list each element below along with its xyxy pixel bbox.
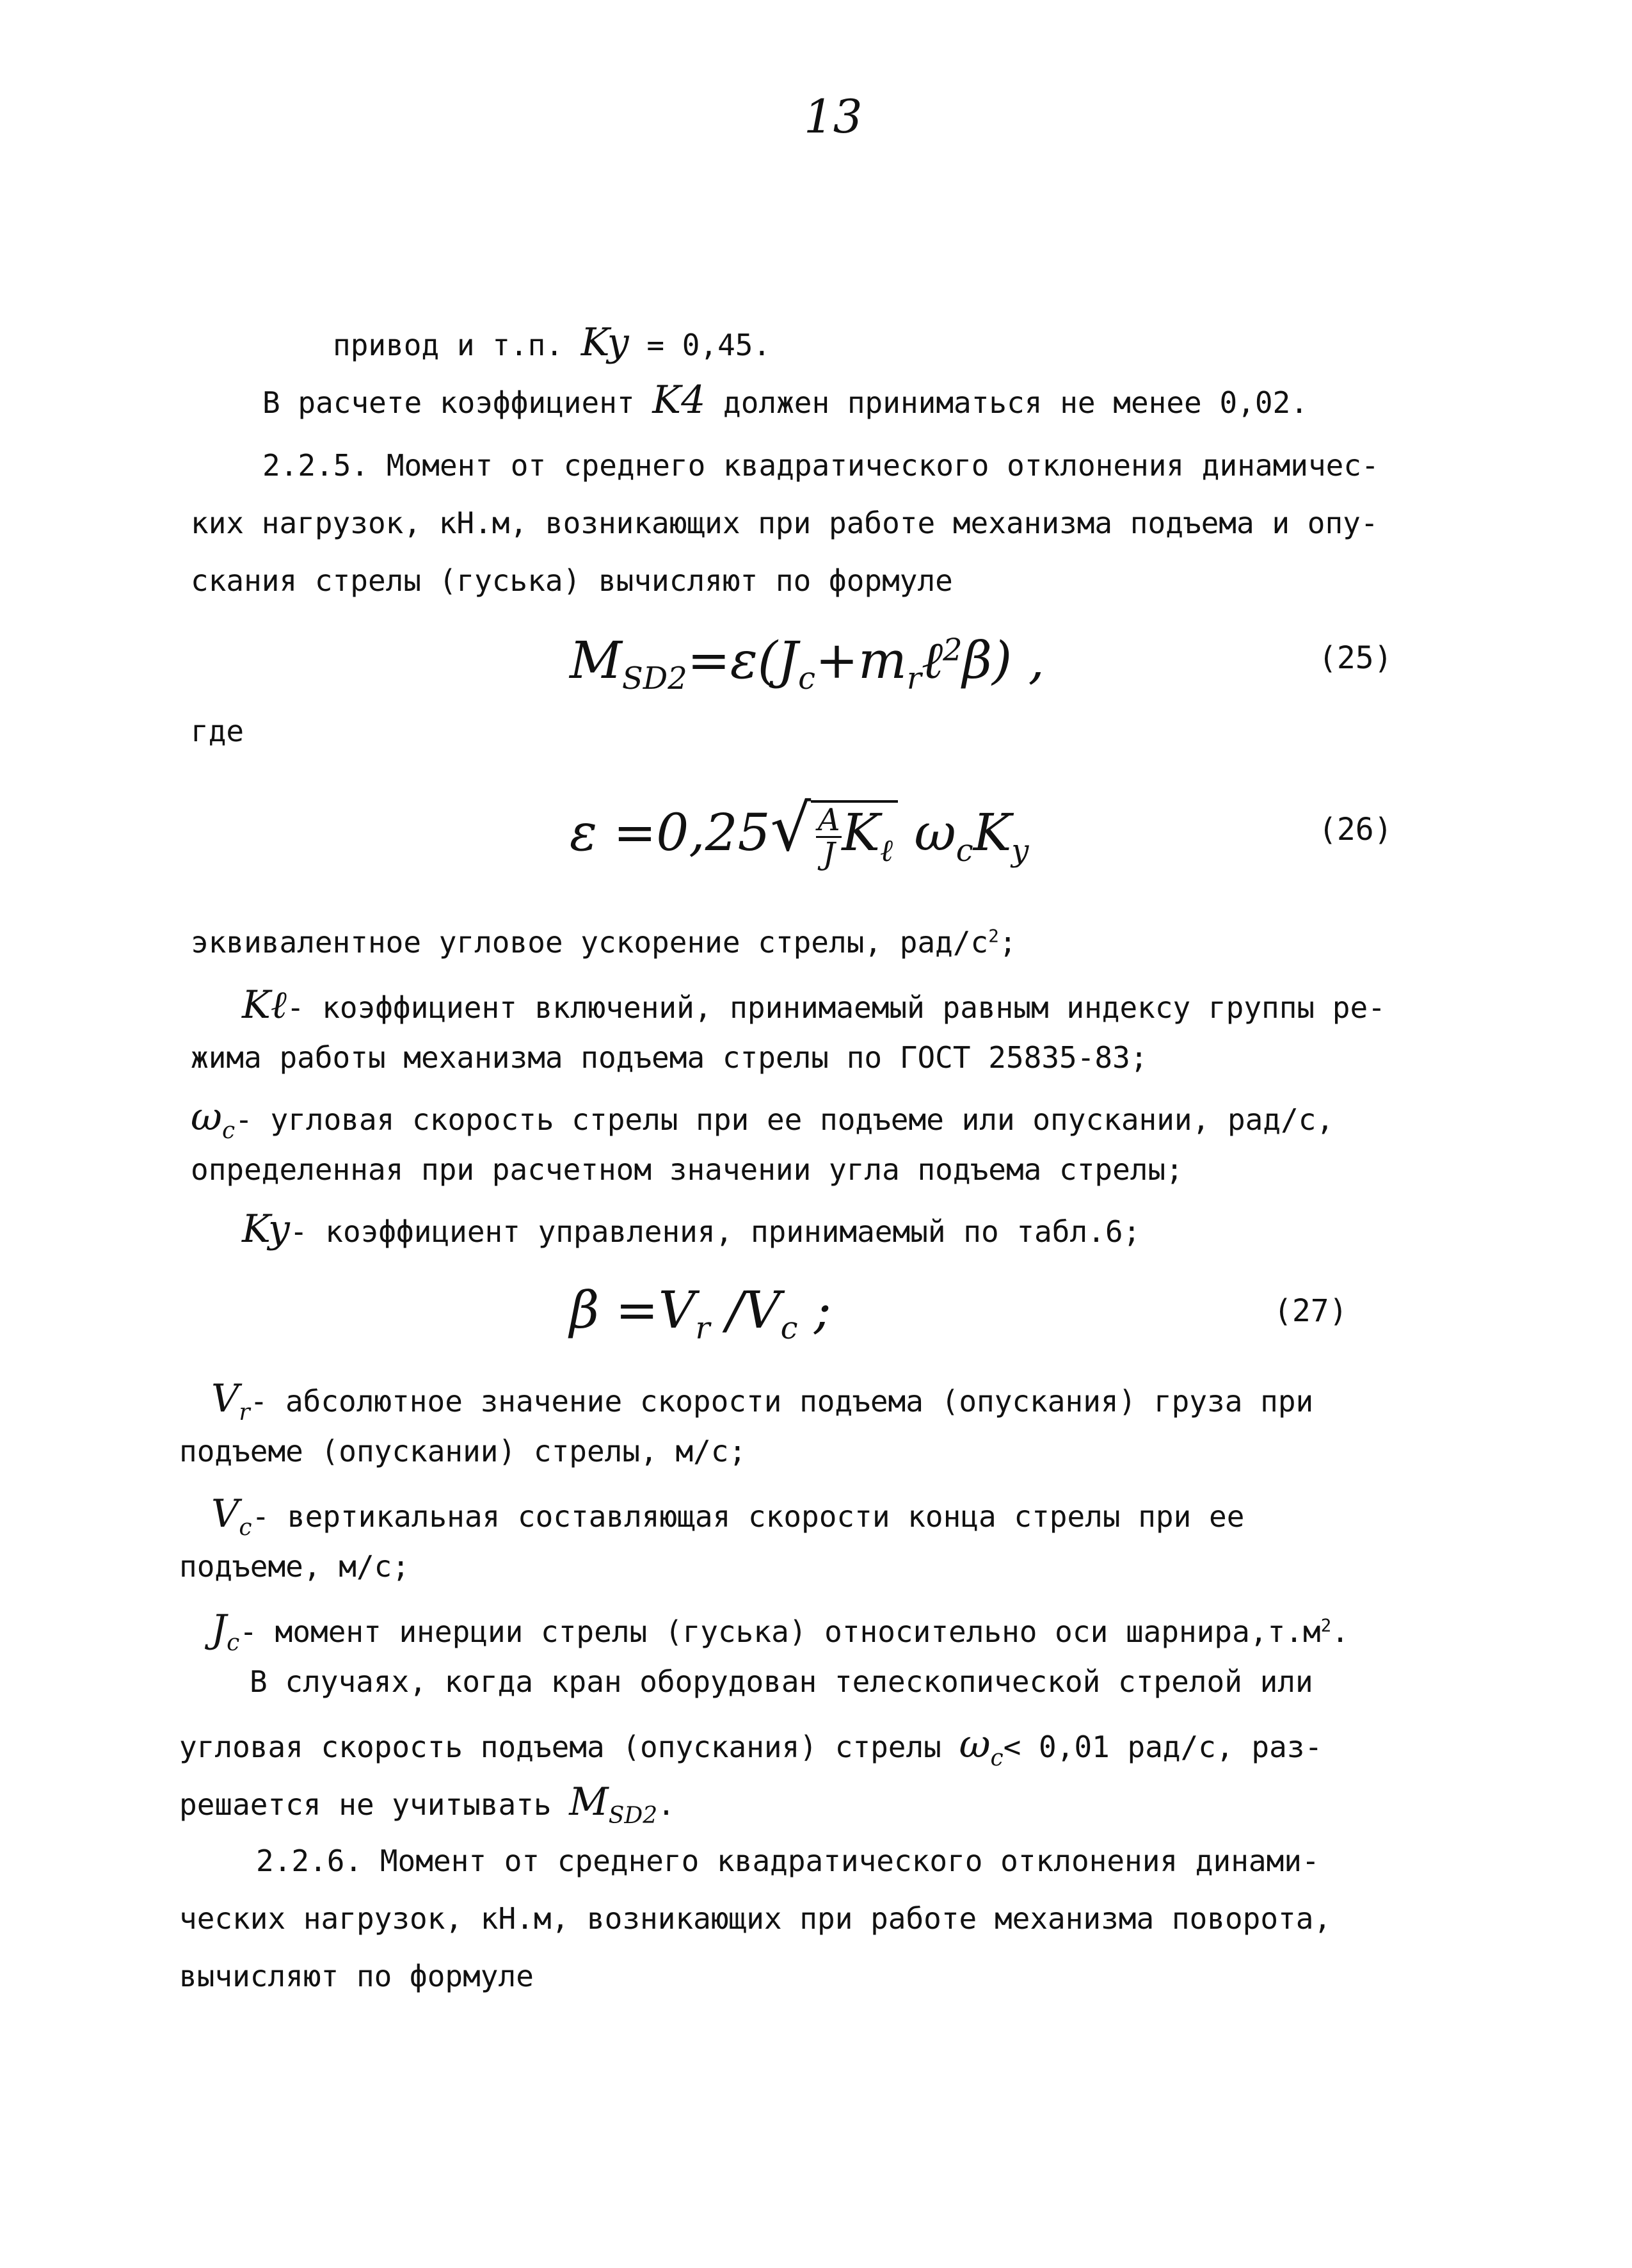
intro-line-2: В расчете коэффициент K4 должен приниматься не менее 0,02.	[262, 378, 1308, 422]
omega-c-inline-symbol: $\omega_c$	[959, 1722, 1004, 1771]
ky-symbol: Ky	[580, 320, 629, 365]
omega-definition-line-1: $\omega_c-$ угловая скорость стрелы при ее подъеме или опускании, рад/с,	[191, 1095, 1334, 1144]
equation-number-26: (26)	[1318, 812, 1393, 848]
section-226-line-3: вычисляют по формуле	[179, 1959, 534, 1993]
epsilon-definition: эквивалентное угловое ускорение стрелы, рад/$с^2$;	[191, 925, 1017, 960]
vc-definition-line-1: $V_c-$ вертикальная составляющая скорости конца стрелы при ее	[211, 1492, 1245, 1541]
section-226-line-1: 2.2.6. Момент от среднего квадратического отклонения динами-	[256, 1844, 1320, 1878]
ky-definition: Ky- коэффициент управления, принимаемый по табл.6;	[242, 1207, 1141, 1251]
telescopic-note-line-2: угловая скорость подъема (опускания) стрелы $\omega_c< 0,01$ рад/с, раз-	[179, 1722, 1323, 1771]
msd2-inline-symbol: $M_{SD2}$	[569, 1780, 658, 1829]
vr-symbol: $V_r$	[211, 1376, 250, 1426]
formula-26: $\varepsilon =0,25√ \frac{A}{J}K_\ell$ $\omega_cK_y$	[570, 791, 1029, 872]
kl-definition-line-1: Kℓ- коэффициент включений, принимаемый равным индексу группы ре-	[242, 983, 1386, 1027]
formula-25: $M_{SD2}=\varepsilon(J_c+m_r\ell^2\beta)$ ,	[570, 631, 1045, 696]
omega-definition-line-2: определенная при расчетном значении угла подъема стрелы;	[191, 1152, 1183, 1187]
section-226-line-2: ческих нагрузок, кН.м, возникающих при работе механизма поворота,	[179, 1901, 1332, 1936]
equation-number-25: (25)	[1318, 640, 1393, 676]
omega-c-symbol: $\omega_c$	[191, 1095, 236, 1144]
intro-line-1: привод и т.п. Ky = 0,45.	[333, 320, 771, 365]
vc-symbol: $V_c$	[211, 1492, 252, 1541]
equation-number-27: (27)	[1274, 1293, 1348, 1329]
page-number: 13	[804, 90, 863, 143]
jc-definition: $J_c-$ момент инерции стрелы (гуська) относительно оси $шарнира,т.м^2$.	[211, 1607, 1349, 1656]
k4-symbol: K4	[652, 378, 706, 422]
telescopic-note-line-3: решается не учитывать $M_{SD2}$.	[179, 1780, 675, 1829]
vr-definition-line-1: $V_r-$ абсолютное значение скорости подъема (опускания) груза при	[211, 1376, 1314, 1426]
section-225-line-1: 2.2.5. Момент от среднего квадратического отклонения динамичес-	[262, 448, 1379, 483]
vc-definition-line-2: подъеме, м/с;	[179, 1549, 410, 1584]
ky-def-symbol: Ky	[242, 1207, 290, 1251]
formula-27: $\beta =V_r$ $/V_c$ ;	[570, 1280, 831, 1346]
section-225-line-3: скания стрелы (гуська) вычисляют по формуле	[191, 563, 953, 598]
jc-symbol: $J_c$	[211, 1607, 240, 1656]
vr-definition-line-2: подъеме (опускании) стрелы, м/с;	[179, 1434, 747, 1468]
telescopic-note-line-1: В случаях, когда кран оборудован телескопической стрелой или	[250, 1664, 1313, 1699]
section-225-line-2: ких нагрузок, кН.м, возникающих при работе механизма подъема и опу-	[191, 506, 1379, 540]
where-label: где	[191, 714, 244, 748]
kl-definition-line-2: жима работы механизма подъема стрелы по ГОСТ 25835-83;	[191, 1040, 1148, 1075]
kl-symbol: Kℓ	[242, 983, 287, 1027]
